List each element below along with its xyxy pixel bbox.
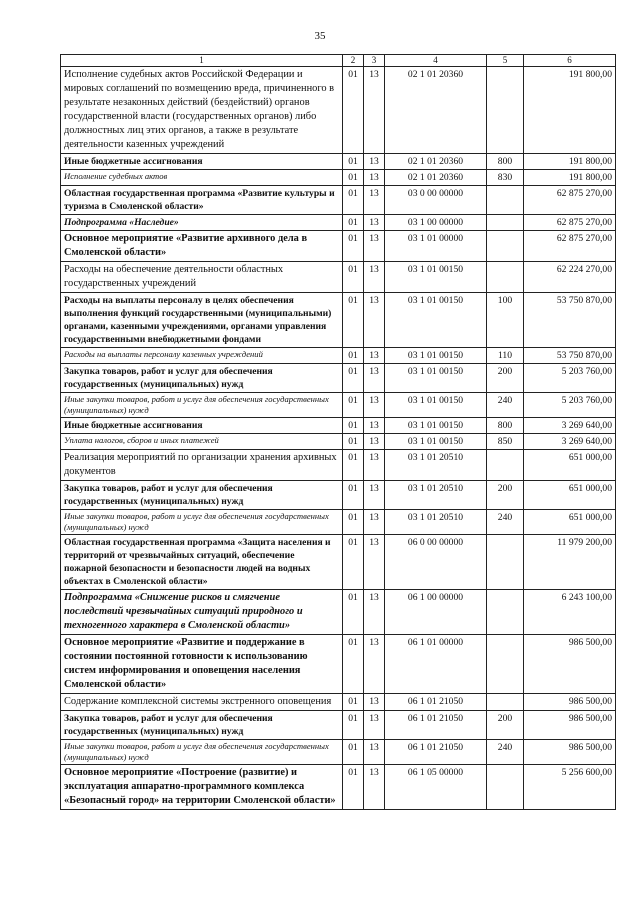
subsection-cell: 13 [364, 740, 385, 765]
amount-cell: 6 243 100,00 [524, 590, 616, 635]
expense-type-cell [487, 590, 524, 635]
section-cell: 01 [343, 535, 364, 590]
expense-type-cell [487, 262, 524, 293]
table-row [61, 590, 616, 635]
section-cell: 01 [343, 711, 364, 740]
section-cell: 01 [343, 154, 364, 170]
table-row [61, 418, 616, 434]
column-header: 6 [524, 55, 616, 67]
row-name-cell: Иные закупки товаров, работ и услуг для обеспечения государственных (муниципальных) нужд [61, 510, 343, 535]
target-article-cell: 03 1 01 00150 [385, 262, 487, 293]
expense-type-cell: 200 [487, 711, 524, 740]
target-article-cell: 03 1 01 00150 [385, 393, 487, 418]
table-row [61, 740, 616, 765]
subsection-cell: 13 [364, 186, 385, 215]
table-row [61, 364, 616, 393]
section-cell: 01 [343, 635, 364, 694]
target-article-cell: 03 0 00 00000 [385, 186, 487, 215]
expense-type-cell [487, 635, 524, 694]
table-row [61, 510, 616, 535]
row-name-cell: Основное мероприятие «Построение (развитие) и эксплуатация аппаратно-программного комплекса «Безопасный город» на территории Смоленской области» [61, 765, 343, 810]
target-article-cell: 06 1 01 00000 [385, 635, 487, 694]
amount-cell: 62 224 270,00 [524, 262, 616, 293]
section-cell: 01 [343, 348, 364, 364]
expense-type-cell [487, 765, 524, 810]
amount-cell: 986 500,00 [524, 694, 616, 711]
row-name-cell: Расходы на обеспечение деятельности областных государственных учреждений [61, 262, 343, 293]
subsection-cell: 13 [364, 215, 385, 231]
row-name-cell: Закупка товаров, работ и услуг для обеспечения государственных (муниципальных) нужд [61, 481, 343, 510]
section-cell: 01 [343, 231, 364, 262]
target-article-cell: 03 1 01 00150 [385, 364, 487, 393]
table-row [61, 186, 616, 215]
target-article-cell: 02 1 01 20360 [385, 67, 487, 154]
section-cell: 01 [343, 215, 364, 231]
row-name-cell: Расходы на выплаты персоналу казенных учреждений [61, 348, 343, 364]
target-article-cell: 06 1 05 00000 [385, 765, 487, 810]
section-cell: 01 [343, 418, 364, 434]
amount-cell: 3 269 640,00 [524, 434, 616, 450]
target-article-cell: 03 1 01 20510 [385, 510, 487, 535]
amount-cell: 191 800,00 [524, 170, 616, 186]
expense-type-cell: 850 [487, 434, 524, 450]
amount-cell: 986 500,00 [524, 740, 616, 765]
target-article-cell: 03 1 01 00000 [385, 231, 487, 262]
subsection-cell: 13 [364, 262, 385, 293]
row-name-cell: Подпрограмма «Наследие» [61, 215, 343, 231]
amount-cell: 62 875 270,00 [524, 215, 616, 231]
amount-cell: 986 500,00 [524, 711, 616, 740]
expense-type-cell [487, 694, 524, 711]
target-article-cell: 03 1 00 00000 [385, 215, 487, 231]
subsection-cell: 13 [364, 481, 385, 510]
row-name-cell: Основное мероприятие «Развитие и поддержание в состоянии постоянной готовности к использованию систем информирования и оповещения населения Смоленской области» [61, 635, 343, 694]
table-row [61, 694, 616, 711]
table-row [61, 215, 616, 231]
expense-type-cell: 240 [487, 393, 524, 418]
row-name-cell: Иные закупки товаров, работ и услуг для обеспечения государственных (муниципальных) нужд [61, 393, 343, 418]
amount-cell: 53 750 870,00 [524, 293, 616, 348]
target-article-cell: 06 1 00 00000 [385, 590, 487, 635]
table-row [61, 393, 616, 418]
row-name-cell: Содержание комплексной системы экстренного оповещения [61, 694, 343, 711]
subsection-cell: 13 [364, 765, 385, 810]
target-article-cell: 02 1 01 20360 [385, 154, 487, 170]
subsection-cell: 13 [364, 450, 385, 481]
table-row [61, 262, 616, 293]
table-row [61, 293, 616, 348]
table-row [61, 67, 616, 154]
target-article-cell: 03 1 01 20510 [385, 481, 487, 510]
subsection-cell: 13 [364, 711, 385, 740]
section-cell: 01 [343, 364, 364, 393]
table-row [61, 348, 616, 364]
row-name-cell: Подпрограмма «Снижение рисков и смягчение последствий чрезвычайных ситуаций природного и техногенного характера в Смоленской области» [61, 590, 343, 635]
expense-type-cell: 200 [487, 364, 524, 393]
column-header: 2 [343, 55, 364, 67]
target-article-cell: 03 1 01 00150 [385, 293, 487, 348]
target-article-cell: 03 1 01 00150 [385, 418, 487, 434]
expense-type-cell: 800 [487, 154, 524, 170]
section-cell: 01 [343, 694, 364, 711]
section-cell: 01 [343, 481, 364, 510]
section-cell: 01 [343, 186, 364, 215]
expense-type-cell [487, 186, 524, 215]
target-article-cell: 06 1 01 21050 [385, 740, 487, 765]
amount-cell: 651 000,00 [524, 510, 616, 535]
amount-cell: 651 000,00 [524, 481, 616, 510]
row-name-cell: Закупка товаров, работ и услуг для обеспечения государственных (муниципальных) нужд [61, 711, 343, 740]
expense-type-cell [487, 535, 524, 590]
section-cell: 01 [343, 590, 364, 635]
expense-type-cell: 830 [487, 170, 524, 186]
table-row [61, 535, 616, 590]
row-name-cell: Реализация мероприятий по организации хранения архивных документов [61, 450, 343, 481]
expense-type-cell [487, 231, 524, 262]
subsection-cell: 13 [364, 635, 385, 694]
page-number: 35 [314, 30, 326, 42]
table-row [61, 154, 616, 170]
subsection-cell: 13 [364, 170, 385, 186]
column-header: 4 [385, 55, 487, 67]
subsection-cell: 13 [364, 418, 385, 434]
amount-cell: 11 979 200,00 [524, 535, 616, 590]
row-name-cell: Иные бюджетные ассигнования [61, 418, 343, 434]
column-header: 1 [61, 55, 343, 67]
amount-cell: 62 875 270,00 [524, 186, 616, 215]
section-cell: 01 [343, 434, 364, 450]
row-name-cell: Исполнение судебных актов [61, 170, 343, 186]
expense-type-cell: 110 [487, 348, 524, 364]
table-row [61, 481, 616, 510]
table-row [61, 635, 616, 694]
row-name-cell: Областная государственная программа «Развитие культуры и туризма в Смоленской области» [61, 186, 343, 215]
expense-type-cell [487, 450, 524, 481]
section-cell: 01 [343, 393, 364, 418]
expense-type-cell: 240 [487, 510, 524, 535]
amount-cell: 3 269 640,00 [524, 418, 616, 434]
subsection-cell: 13 [364, 535, 385, 590]
table-row [61, 231, 616, 262]
budget-table [60, 54, 616, 810]
table-row [61, 170, 616, 186]
subsection-cell: 13 [364, 231, 385, 262]
subsection-cell: 13 [364, 590, 385, 635]
subsection-cell: 13 [364, 154, 385, 170]
row-name-cell: Закупка товаров, работ и услуг для обеспечения государственных (муниципальных) нужд [61, 364, 343, 393]
amount-cell: 191 800,00 [524, 154, 616, 170]
amount-cell: 53 750 870,00 [524, 348, 616, 364]
expense-type-cell: 200 [487, 481, 524, 510]
amount-cell: 986 500,00 [524, 635, 616, 694]
section-cell: 01 [343, 262, 364, 293]
section-cell: 01 [343, 510, 364, 535]
table-row [61, 450, 616, 481]
subsection-cell: 13 [364, 67, 385, 154]
section-cell: 01 [343, 740, 364, 765]
column-header: 5 [487, 55, 524, 67]
table-header-row [61, 55, 616, 67]
amount-cell: 5 256 600,00 [524, 765, 616, 810]
target-article-cell: 03 1 01 00150 [385, 434, 487, 450]
row-name-cell: Уплата налогов, сборов и иных платежей [61, 434, 343, 450]
subsection-cell: 13 [364, 364, 385, 393]
expense-type-cell: 240 [487, 740, 524, 765]
amount-cell: 62 875 270,00 [524, 231, 616, 262]
amount-cell: 5 203 760,00 [524, 393, 616, 418]
target-article-cell: 03 1 01 20510 [385, 450, 487, 481]
section-cell: 01 [343, 170, 364, 186]
section-cell: 01 [343, 765, 364, 810]
row-name-cell: Иные бюджетные ассигнования [61, 154, 343, 170]
expense-type-cell: 800 [487, 418, 524, 434]
amount-cell: 651 000,00 [524, 450, 616, 481]
expense-type-cell: 100 [487, 293, 524, 348]
target-article-cell: 06 1 01 21050 [385, 694, 487, 711]
target-article-cell: 06 0 00 00000 [385, 535, 487, 590]
subsection-cell: 13 [364, 348, 385, 364]
expense-type-cell [487, 67, 524, 154]
row-name-cell: Расходы на выплаты персоналу в целях обеспечения выполнения функций государственными (муниципальными) органами, казенными учреждениями, органами управления государственными внебюджетными фондами [61, 293, 343, 348]
row-name-cell: Иные закупки товаров, работ и услуг для обеспечения государственных (муниципальных) нужд [61, 740, 343, 765]
subsection-cell: 13 [364, 393, 385, 418]
target-article-cell: 02 1 01 20360 [385, 170, 487, 186]
column-header: 3 [364, 55, 385, 67]
subsection-cell: 13 [364, 510, 385, 535]
target-article-cell: 06 1 01 21050 [385, 711, 487, 740]
expense-type-cell [487, 215, 524, 231]
subsection-cell: 13 [364, 434, 385, 450]
row-name-cell: Основное мероприятие «Развитие архивного дела в Смоленской области» [61, 231, 343, 262]
subsection-cell: 13 [364, 293, 385, 348]
table-row [61, 711, 616, 740]
amount-cell: 5 203 760,00 [524, 364, 616, 393]
target-article-cell: 03 1 01 00150 [385, 348, 487, 364]
section-cell: 01 [343, 67, 364, 154]
row-name-cell: Исполнение судебных актов Российской Федерации и мировых соглашений по возмещению вреда, причиненного в результате незаконных действий (бездействий) органов государственной власти (государственных органов) либо должностных лиц этих органов, а также в результате деятельности казенных учреждений [61, 67, 343, 154]
table-row [61, 434, 616, 450]
amount-cell: 191 800,00 [524, 67, 616, 154]
table-row [61, 765, 616, 810]
subsection-cell: 13 [364, 694, 385, 711]
section-cell: 01 [343, 450, 364, 481]
row-name-cell: Областная государственная программа «Защита населения и территорий от чрезвычайных ситуаций, обеспечение пожарной безопасности и безопасности людей на водных объектах в Смоленской области» [61, 535, 343, 590]
section-cell: 01 [343, 293, 364, 348]
